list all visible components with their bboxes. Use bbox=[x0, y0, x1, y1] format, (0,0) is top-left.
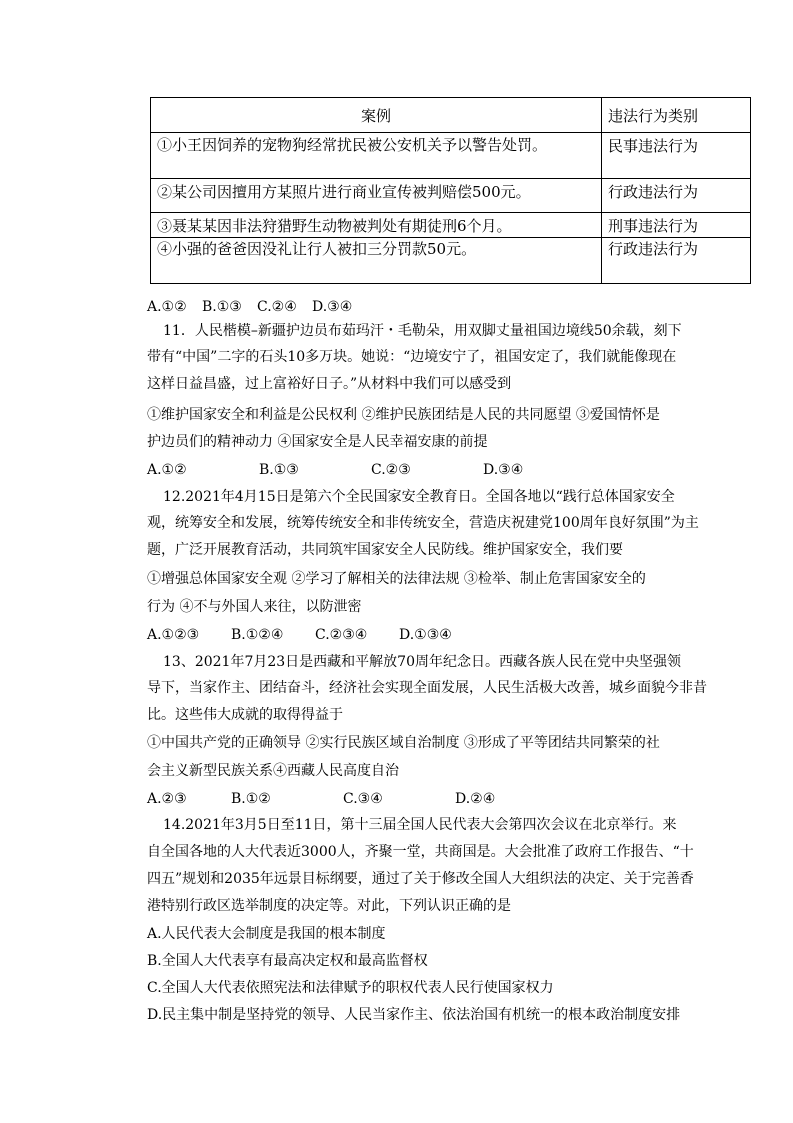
q11-options bbox=[147, 460, 523, 480]
q13-stem-line: 比。这些伟大成就的取得得益于 bbox=[147, 707, 343, 723]
q13-option-c: C.③④ bbox=[343, 791, 383, 807]
q14-option-c: C.全国人大代表依照宪法和法律赋予的职权代表人民行使国家权力 bbox=[147, 980, 554, 996]
q11-stem-line: 这样日益昌盛，过上富裕好日子。”从材料中我们可以感受到 bbox=[147, 376, 512, 392]
q14-option-a: A.人民代表大会制度是我国的根本制度 bbox=[147, 926, 386, 942]
q12-options bbox=[147, 625, 452, 645]
q11-option-a: A.①② bbox=[147, 462, 187, 478]
q12-stem-line: 观，统筹安全和发展，统筹传统安全和非传统安全，营造庆祝建党100周年良好氛围”为主 bbox=[147, 515, 699, 531]
q11-choice-line: 护边员们的精神动力 ④国家安全是人民幸福安康的前提 bbox=[147, 434, 488, 450]
type-cell: 刑事违法行为 bbox=[602, 213, 751, 238]
q14-stem-line: 自全国各地的人大代表近3000人，齐聚一堂，共商国是。大会批准了政府工作报告、“十 bbox=[147, 844, 694, 860]
type-cell: 行政违法行为 bbox=[602, 238, 751, 284]
q14-stem-line: 14.2021年3月5日至11日，第十三届全国人民代表大会第四次会议在北京举行。来 bbox=[163, 817, 677, 833]
type-cell: 行政违法行为 bbox=[602, 179, 751, 213]
case-cell: ②某公司因擅用方某照片进行商业宣传被判赔偿500元。 bbox=[151, 179, 602, 213]
q12-stem-line: 题，广泛开展教育活动，共同筑牢国家安全人民防线。维护国家安全，我们要 bbox=[147, 542, 623, 558]
q12-option-a: A.①②③ bbox=[147, 627, 200, 643]
q12-choice-line: ①增强总体国家安全观 ②学习了解相关的法律法规 ③检举、制止危害国家安全的 bbox=[147, 571, 646, 587]
q14-stem-line: 港特别行政区选举制度的决定等。对此，下列认识正确的是 bbox=[147, 898, 511, 914]
q11-option-d: D.③④ bbox=[483, 462, 524, 478]
q13-option-b: B.①② bbox=[231, 791, 271, 807]
q11-stem-line: 带有“中国”二字的石头10多万块。她说：“边境安宁了，祖国安定了，我们就能像现在 bbox=[147, 349, 677, 365]
q13-stem-line: 13、2021年7月23日是西藏和平解放70周年纪念日。西藏各族人民在党中央坚强领 bbox=[163, 654, 681, 670]
q14-stem-line: 四五”规划和2035年远景目标纲要，通过了关于修改全国人大组织法的决定、关于完善香 bbox=[147, 871, 694, 887]
header-case: 案例 bbox=[151, 98, 602, 133]
case-table bbox=[150, 97, 751, 284]
q10-option-d: D.③④ bbox=[312, 299, 353, 315]
q13-choice-line: ①中国共产党的正确领导 ②实行民族区域自治制度 ③形成了平等团结共同繁荣的社 bbox=[147, 735, 660, 751]
q13-option-a: A.②③ bbox=[147, 791, 187, 807]
table-row bbox=[151, 238, 751, 284]
q13-option-d: D.②④ bbox=[455, 791, 496, 807]
q11-option-c: C.②③ bbox=[371, 462, 411, 478]
q13-options bbox=[147, 789, 495, 809]
case-cell: ①小王因饲养的宠物狗经常扰民被公安机关予以警告处罚。 bbox=[151, 133, 602, 179]
q12-stem-line: 12.2021年4月15日是第六个全民国家安全教育日。全国各地以“践行总体国家安全 bbox=[163, 489, 675, 505]
q14-option-b: B.全国人大代表享有最高决定权和最高监督权 bbox=[147, 953, 428, 969]
q11-option-b: B.①③ bbox=[259, 462, 299, 478]
q10-option-b: B.①③ bbox=[202, 299, 242, 315]
case-cell: ④小强的爸爸因没礼让行人被扣三分罚款50元。 bbox=[151, 238, 602, 284]
q13-stem-line: 导下，当家作主、团结奋斗，经济社会实现全面发展，人民生活极大改善，城乡面貌今非昔 bbox=[147, 680, 707, 696]
table-row bbox=[151, 133, 751, 179]
q13-choice-line: 会主义新型民族关系④西藏人民高度自治 bbox=[147, 763, 399, 779]
case-cell: ③聂某某因非法狩猎野生动物被判处有期徒刑6个月。 bbox=[151, 213, 602, 238]
q12-choice-line: 行为 ④不与外国人来往，以防泄密 bbox=[147, 599, 362, 615]
q10-option-a: A.①② bbox=[147, 299, 187, 315]
q12-option-b: B.①②④ bbox=[231, 627, 284, 643]
table-row bbox=[151, 179, 751, 213]
q14-option-d: D.民主集中制是坚持党的领导、人民当家作主、依法治国有机统一的根本政治制度安排 bbox=[147, 1007, 681, 1023]
q10-options bbox=[147, 297, 352, 317]
table-row bbox=[151, 213, 751, 238]
q11-stem-line: 11．人民楷模–新疆护边员布茹玛汗・毛勒朵，用双脚丈量祖国边境线50余载，刻下 bbox=[163, 323, 682, 339]
q12-option-d: D.①③④ bbox=[399, 627, 452, 643]
q11-choice-line: ①维护国家安全和利益是公民权利 ②维护民族团结是人民的共同愿望 ③爱国情怀是 bbox=[147, 407, 660, 423]
table-header-row bbox=[151, 98, 751, 133]
type-cell: 民事违法行为 bbox=[602, 133, 751, 179]
q10-option-c: C.②④ bbox=[257, 299, 297, 315]
q12-option-c: C.②③④ bbox=[315, 627, 368, 643]
header-type: 违法行为类别 bbox=[602, 98, 751, 133]
